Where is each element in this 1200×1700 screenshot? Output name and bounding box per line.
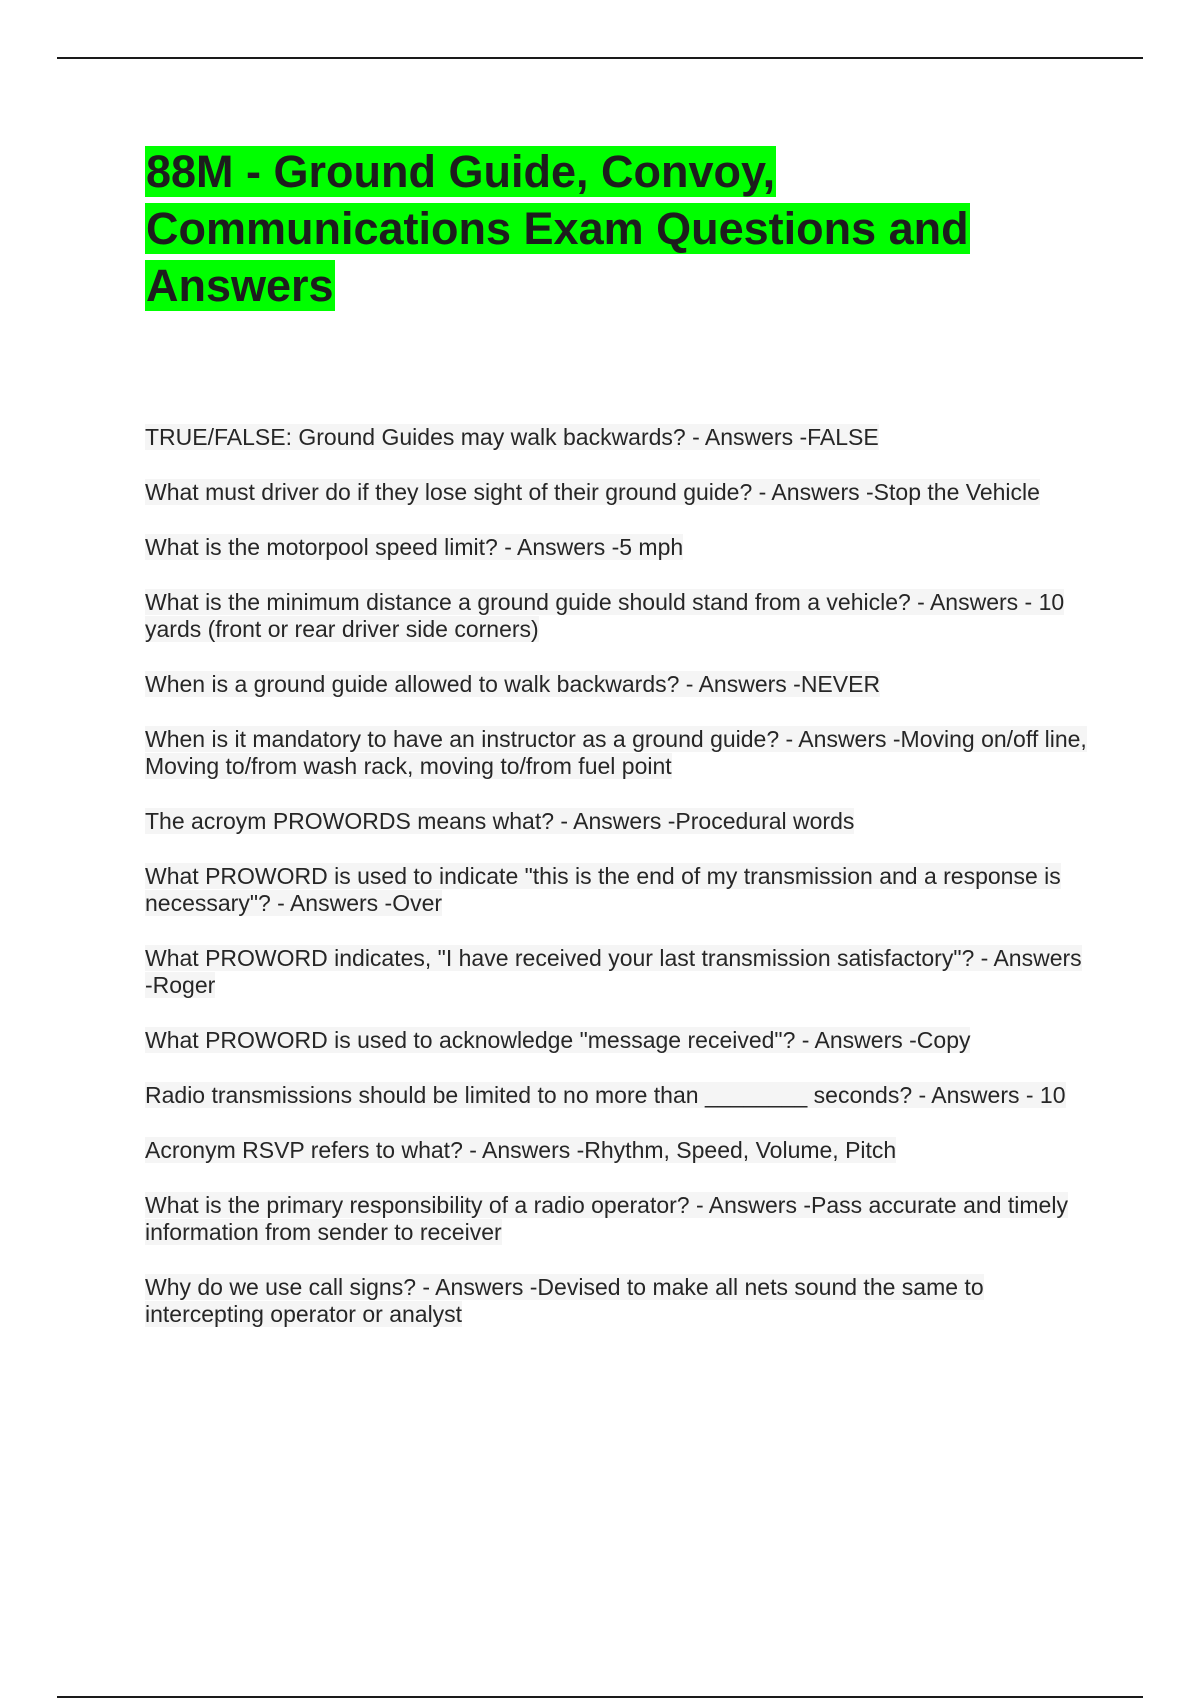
- qa-text: The acroym PROWORDS means what? - Answers -Procedural words: [145, 808, 855, 834]
- qa-text: Acronym RSVP refers to what? - Answers -Rhythm, Speed, Volume, Pitch: [145, 1137, 897, 1163]
- qa-item: [145, 1192, 1090, 1246]
- qa-item: [145, 945, 1090, 999]
- qa-item: [145, 671, 1090, 698]
- qa-item: [145, 1137, 1090, 1164]
- qa-text: What must driver do if they lose sight of their ground guide? - Answers -Stop the Vehicle: [145, 479, 1040, 505]
- qa-text: What PROWORD is used to indicate "this is the end of my transmission and a response is necessary"? - Answers -Over: [145, 863, 1061, 916]
- qa-item: [145, 863, 1090, 917]
- header-rule: [57, 57, 1143, 59]
- qa-text: What is the minimum distance a ground guide should stand from a vehicle? - Answers - 10 yards (front or rear driver side corners): [145, 589, 1065, 642]
- qa-text: Radio transmissions should be limited to no more than ________ seconds? - Answers - 10: [145, 1082, 1066, 1108]
- qa-item: [145, 589, 1090, 643]
- qa-item: [145, 1027, 1090, 1054]
- qa-text: What is the primary responsibility of a radio operator? - Answers -Pass accurate and timely information from sender to receiver: [145, 1192, 1068, 1245]
- qa-item: [145, 534, 1090, 561]
- qa-text: Why do we use call signs? - Answers -Devised to make all nets sound the same to intercepting operator or analyst: [145, 1274, 984, 1327]
- footer-rule: [57, 1696, 1143, 1698]
- qa-item: [145, 1274, 1090, 1328]
- qa-text: What is the motorpool speed limit? - Answers -5 mph: [145, 534, 684, 560]
- document-title: [145, 143, 1085, 314]
- qa-list: [145, 424, 1090, 1356]
- title-highlight: 88M - Ground Guide, Convoy, Communications Exam Questions and Answers: [146, 146, 969, 311]
- qa-item: [145, 808, 1090, 835]
- qa-text: What PROWORD indicates, "I have received your last transmission satisfactory"? - Answers -Roger: [145, 945, 1082, 998]
- qa-text: What PROWORD is used to acknowledge "message received"? - Answers -Copy: [145, 1027, 971, 1053]
- qa-text: When is it mandatory to have an instructor as a ground guide? - Answers -Moving on/off line, Moving to/from wash rack, moving to/from fuel point: [145, 726, 1087, 779]
- qa-text: TRUE/FALSE: Ground Guides may walk backwards? - Answers -FALSE: [145, 424, 879, 450]
- qa-item: [145, 1082, 1090, 1109]
- qa-item: [145, 726, 1090, 780]
- qa-item: [145, 424, 1090, 451]
- qa-text: When is a ground guide allowed to walk backwards? - Answers -NEVER: [145, 671, 881, 697]
- qa-item: [145, 479, 1090, 506]
